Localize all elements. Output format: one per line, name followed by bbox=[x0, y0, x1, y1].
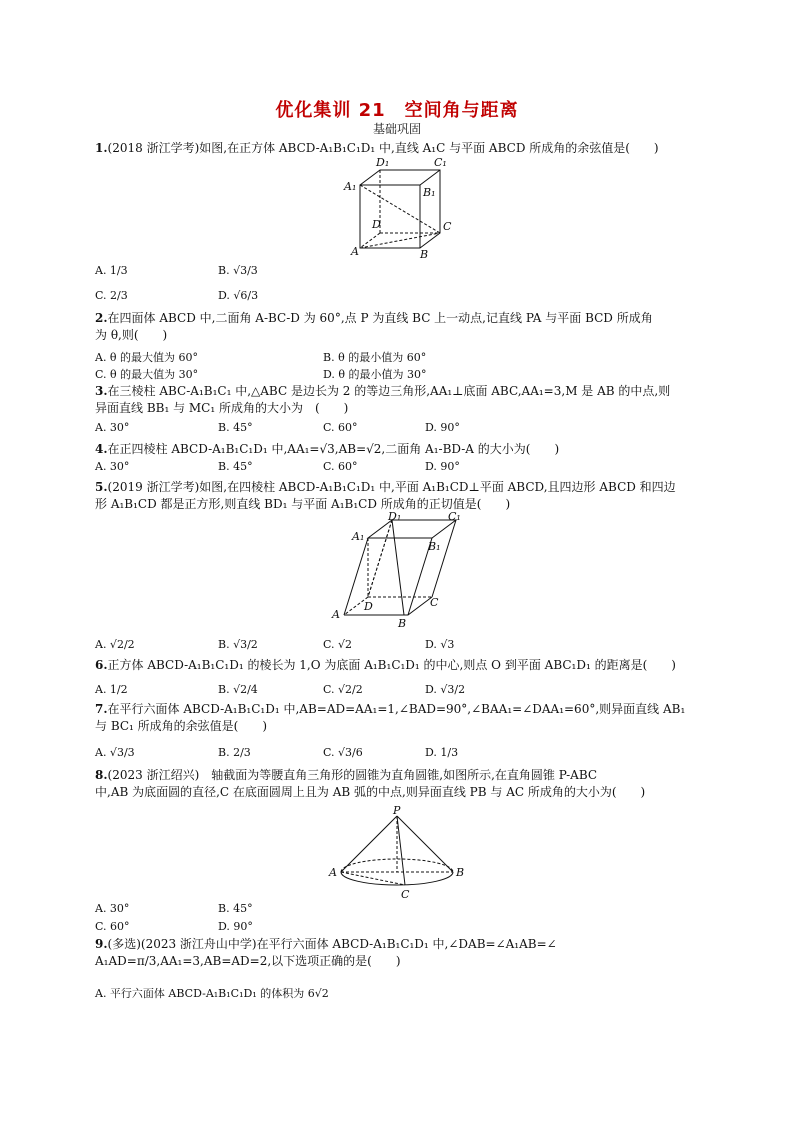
question-text-line-2: 形 A₁B₁CD 都是正方形,则直线 BD₁ 与平面 A₁B₁CD 所成角的正切值是( ) bbox=[95, 497, 511, 511]
label-a: A bbox=[332, 608, 340, 621]
label-d1: D₁ bbox=[388, 510, 402, 523]
diagonal-ac bbox=[360, 233, 440, 248]
option-c: C. 60° bbox=[323, 460, 358, 473]
label-b: B bbox=[398, 617, 407, 630]
option-c: C. θ 的最大值为 30° bbox=[95, 368, 199, 381]
question-text-line-2: A₁AD=π/3,AA₁=3,AB=AD=2,以下选项正确的是( ) bbox=[95, 954, 401, 968]
option-d: D. 1/3 bbox=[425, 746, 459, 759]
label-c: C bbox=[401, 888, 410, 901]
option-b: B. 45° bbox=[218, 902, 253, 915]
option-a: A. 30° bbox=[95, 902, 130, 915]
label-c: C bbox=[443, 220, 452, 233]
question-7 bbox=[95, 701, 705, 735]
option-d: D. √3/2 bbox=[425, 683, 466, 696]
question-4 bbox=[95, 441, 705, 458]
question-text-line-1: 在四面体 ABCD 中,二面角 A-BC-D 为 60°,点 P 为直线 BC 上一动点,记直线 PA 与平面 BCD 所成角 bbox=[107, 311, 653, 325]
question-8 bbox=[95, 767, 705, 801]
segment-ac bbox=[341, 872, 405, 885]
question-text-line-1: 在三棱柱 ABC-A₁B₁C₁ 中,△ABC 是边长为 2 的等边三角形,AA₁⊥底面 ABC,AA₁=3,M 是 AB 的中点,则 bbox=[107, 384, 671, 398]
option-c: C. √2/2 bbox=[323, 683, 363, 696]
question-text-line-2: 与 BC₁ 所成角的余弦值是( ) bbox=[95, 719, 268, 733]
cube-figure bbox=[340, 156, 460, 261]
option-a: A. √3/3 bbox=[95, 746, 135, 759]
question-number: 2. bbox=[95, 311, 108, 325]
label-d: D bbox=[372, 218, 381, 231]
question-text: 在正四棱柱 ABCD-A₁B₁C₁D₁ 中,AA₁=√3,AB=√2,二面角 A₁-BD-A 的大小为( ) bbox=[107, 442, 560, 456]
question-text: 正方体 ABCD-A₁B₁C₁D₁ 的棱长为 1,O 为底面 A₁B₁C₁D₁ 的中心,则点 O 到平面 ABC₁D₁ 的距离是( ) bbox=[107, 658, 676, 672]
label-c1: C₁ bbox=[448, 510, 461, 523]
option-c: C. 2/3 bbox=[95, 289, 128, 302]
label-a: A bbox=[329, 866, 337, 879]
label-b1: B₁ bbox=[423, 186, 436, 199]
hidden-diagonal bbox=[368, 520, 392, 597]
top-face bbox=[368, 520, 456, 538]
question-text-line-1: (2019 浙江学考)如图,在四棱柱 ABCD-A₁B₁C₁D₁ 中,平面 A₁B₁CD⊥平面 ABCD,且四边形 ABCD 和四边 bbox=[107, 480, 676, 494]
cone-figure bbox=[325, 804, 470, 901]
cone-edge-pc bbox=[397, 816, 405, 885]
question-1 bbox=[95, 140, 705, 157]
question-text: (2018 浙江学考)如图,在正方体 ABCD-A₁B₁C₁D₁ 中,直线 A₁C 与平面 ABCD 所成角的余弦值是( ) bbox=[107, 141, 659, 155]
label-d1: D₁ bbox=[376, 156, 390, 169]
option-c: C. 60° bbox=[95, 920, 130, 933]
question-text-line-1: (多选)(2023 浙江舟山中学)在平行六面体 ABCD-A₁B₁C₁D₁ 中,∠DAB=∠A₁AB=∠ bbox=[107, 937, 557, 951]
question-number: 7. bbox=[95, 702, 108, 716]
prism-figure bbox=[330, 512, 470, 630]
question-6 bbox=[95, 657, 705, 674]
cone-edge-pa bbox=[341, 816, 397, 872]
question-5 bbox=[95, 479, 705, 513]
edge-cc1 bbox=[432, 520, 456, 597]
section-heading: 基础巩固 bbox=[372, 122, 421, 136]
option-b: B. 45° bbox=[218, 421, 253, 434]
question-2 bbox=[95, 310, 705, 344]
option-b: B. √3/2 bbox=[218, 638, 258, 651]
option-b: B. 45° bbox=[218, 460, 253, 473]
question-number: 3. bbox=[95, 384, 108, 398]
label-b1: B₁ bbox=[428, 540, 441, 553]
option-a: A. 30° bbox=[95, 460, 130, 473]
option-a: A. √2/2 bbox=[95, 638, 135, 651]
option-d: D. 90° bbox=[425, 460, 460, 473]
option-b: B. √2/4 bbox=[218, 683, 258, 696]
label-a: A bbox=[351, 245, 359, 258]
question-text-line-2: 异面直线 BB₁ 与 MC₁ 所成角的大小为 ( ) bbox=[95, 401, 349, 415]
question-text-line-2: 中,AB 为底面圆的直径,C 在底面圆周上且为 AB 弧的中点,则异面直线 PB 与 AC 所成角的大小为( ) bbox=[95, 785, 646, 799]
label-a1: A₁ bbox=[344, 180, 357, 193]
question-number: 4. bbox=[95, 442, 108, 456]
label-b: B bbox=[456, 866, 465, 879]
question-9 bbox=[95, 936, 705, 970]
option-a: A. 平行六面体 ABCD-A₁B₁C₁D₁ 的体积为 6√2 bbox=[95, 987, 329, 1000]
question-number: 5. bbox=[95, 480, 108, 494]
option-b: B. √3/3 bbox=[218, 264, 258, 277]
option-c: C. √2 bbox=[323, 638, 353, 651]
diagonal-bd1 bbox=[392, 520, 404, 615]
option-c: C. 60° bbox=[323, 421, 358, 434]
bottom-front-edges bbox=[344, 597, 432, 615]
option-b: B. θ 的最小值为 60° bbox=[323, 351, 427, 364]
label-c1: C₁ bbox=[434, 156, 447, 169]
option-d: D. 90° bbox=[425, 421, 460, 434]
option-d: D. θ 的最小值为 30° bbox=[323, 368, 427, 381]
question-text-line-2: 为 θ,则( ) bbox=[95, 328, 168, 342]
option-b: B. 2/3 bbox=[218, 746, 251, 759]
question-3 bbox=[95, 383, 705, 417]
page-title: 优化集训 21 空间角与距离 bbox=[275, 100, 519, 121]
question-number: 9. bbox=[95, 937, 108, 951]
label-c: C bbox=[430, 596, 439, 609]
option-a: A. 1/3 bbox=[95, 264, 128, 277]
option-d: D. 90° bbox=[218, 920, 253, 933]
label-a1: A₁ bbox=[352, 530, 365, 543]
option-d: D. √3 bbox=[425, 638, 455, 651]
question-text-line-1: 在平行六面体 ABCD-A₁B₁C₁D₁ 中,AB=AD=AA₁=1,∠BAD=90°,∠BAA₁=∠DAA₁=60°,则异面直线 AB₁ bbox=[107, 702, 686, 716]
option-a: A. θ 的最大值为 60° bbox=[95, 351, 199, 364]
option-d: D. √6/3 bbox=[218, 289, 259, 302]
label-p: P bbox=[393, 804, 401, 817]
label-b: B bbox=[420, 248, 429, 261]
question-number: 6. bbox=[95, 658, 108, 672]
option-a: A. 30° bbox=[95, 421, 130, 434]
question-number: 1. bbox=[95, 141, 108, 155]
question-number: 8. bbox=[95, 768, 108, 782]
option-c: C. √3/6 bbox=[323, 746, 363, 759]
question-text-line-1: (2023 浙江绍兴) 轴截面为等腰直角三角形的圆锥为直角圆锥,如图所示,在直角圆锥 P-ABC bbox=[107, 768, 598, 782]
option-a: A. 1/2 bbox=[95, 683, 128, 696]
label-d: D bbox=[364, 600, 373, 613]
base-back-arc bbox=[341, 859, 453, 872]
cone-edge-pb bbox=[397, 816, 453, 872]
